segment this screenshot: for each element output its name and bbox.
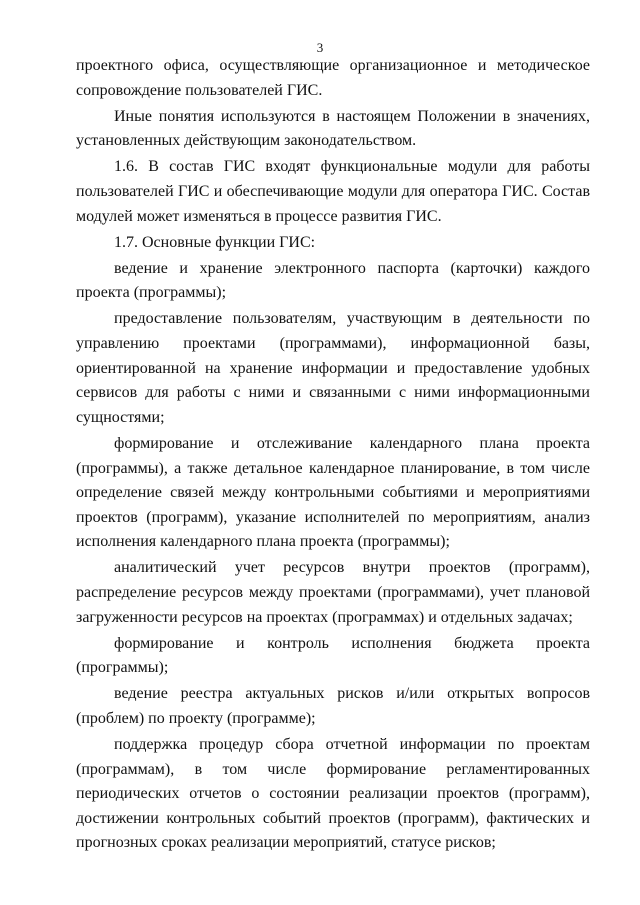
- paragraph-risks-register: ведение реестра актуальных рисков и/или открытых вопросов (проблем) по проекту (программе);: [76, 685, 590, 727]
- paragraph-1-6-modules: 1.6. В состав ГИС входят функциональные модули для работы пользователей ГИС и обеспечивающие модули для оператора ГИС. Состав модулей может изменяться в процессе развития ГИС.: [76, 158, 590, 225]
- document-body: [76, 54, 590, 858]
- paragraph-information-base: предоставление пользователям, участвующим в деятельности по управлению проектами (программами), информационной базы, ориентированной на хранение информации и предоставление удобных сервисов для работы с ними и связанными с ними информационными сущностями;: [76, 310, 590, 426]
- paragraph-terms: Иные понятия используются в настоящем Положении в значениях, установленных действующим законодательством.: [76, 107, 590, 150]
- paragraph-calendar-plan: формирование и отслеживание календарного плана проекта (программы), а также детальное календарное планирование, в том числе определение связей между контрольными событиями и мероприятиями проектов (программ), указание исполнителей по мероприятиям, анализ исполнения календарного плана проекта (программы);: [76, 434, 590, 551]
- paragraph-passport: ведение и хранение электронного паспорта (карточки) каждого проекта (программы);: [76, 259, 590, 302]
- paragraph-resources: аналитический учет ресурсов внутри проектов (программ), распределение ресурсов между проектами (программами), учет плановой загруженности ресурсов на проектах (программах) и отдельных задачах;: [76, 559, 590, 626]
- paragraph-budget: формирование и контроль исполнения бюджета проекта (программы);: [76, 634, 590, 677]
- paragraph-office-continuation: проектного офиса, осуществляющие организационное и методическое сопровождение пользователей ГИС.: [76, 57, 590, 99]
- paragraph-1-7-heading: 1.7. Основные функции ГИС:: [114, 233, 316, 251]
- paragraph-reporting: поддержка процедур сбора отчетной информации по проектам (программам), в том числе формирование регламентированных периодических отчетов о состоянии реализации проектов (программ), достижении контрольных событий проектов (программ), фактических и прогнозных сроках реализации мероприятий, статусе рисков;: [76, 736, 590, 852]
- page-number: 3: [316, 40, 324, 55]
